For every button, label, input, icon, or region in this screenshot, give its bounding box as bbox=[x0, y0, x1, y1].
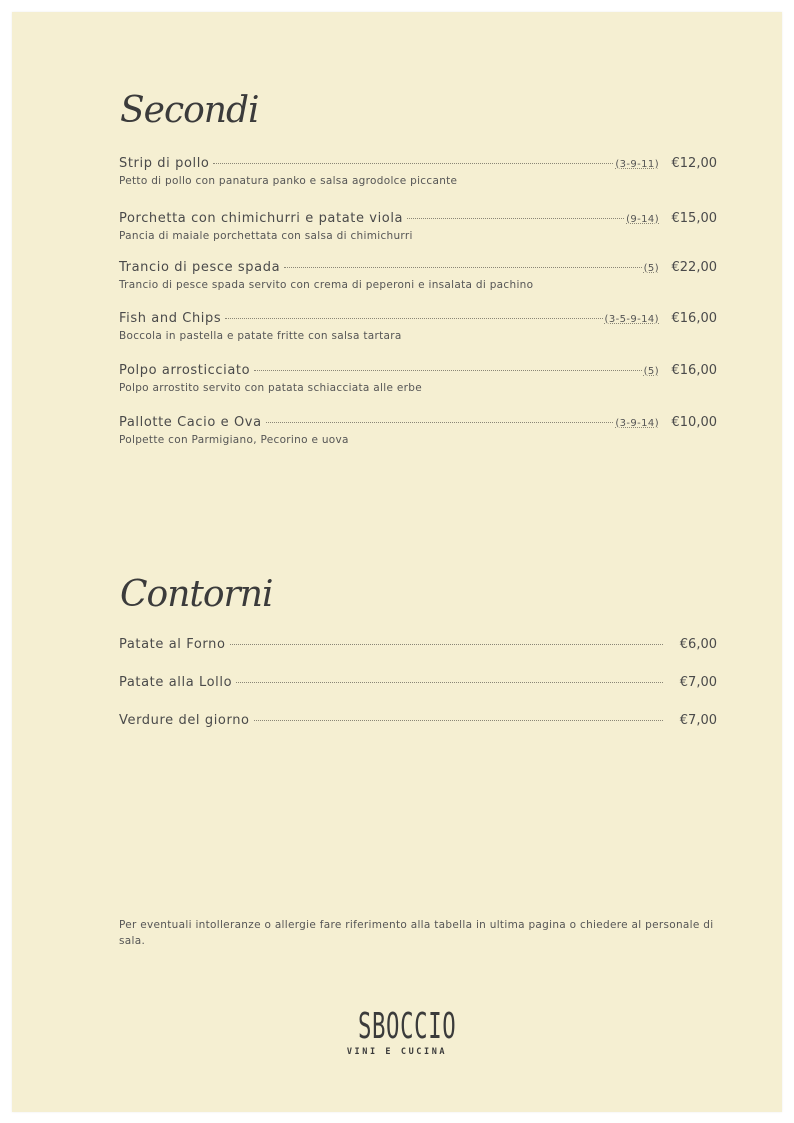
item-allergens: (3-9-11) bbox=[615, 159, 659, 170]
section-title-contorni: Contorni bbox=[120, 574, 273, 615]
dot-leader bbox=[284, 267, 641, 268]
item-price: €16,00 bbox=[671, 363, 717, 378]
dot-leader bbox=[254, 720, 663, 721]
menu-item bbox=[119, 637, 717, 655]
menu-item bbox=[119, 156, 717, 187]
item-description: Boccola in pastella e patate fritte con salsa tartara bbox=[119, 330, 402, 342]
item-name: Trancio di pesce spada bbox=[119, 260, 281, 275]
item-allergens: (5) bbox=[643, 366, 659, 377]
menu-item bbox=[119, 311, 717, 342]
item-name: Strip di pollo bbox=[119, 156, 210, 171]
item-price: €10,00 bbox=[671, 415, 717, 430]
item-price: €12,00 bbox=[671, 156, 717, 171]
dot-leader bbox=[266, 422, 614, 423]
item-allergens: (5) bbox=[643, 263, 659, 274]
menu-item bbox=[119, 363, 717, 394]
item-price: €6,00 bbox=[679, 637, 717, 652]
item-description: Polpo arrostito servito con patata schiacciata alle erbe bbox=[119, 382, 422, 394]
item-name: Polpo arrosticciato bbox=[119, 363, 251, 378]
allergy-note: Per eventuali intolleranze o allergie fare riferimento alla tabella in ultima pagina o chiedere al personale di sala. bbox=[119, 919, 714, 947]
dot-leader bbox=[230, 644, 664, 645]
item-description: Polpette con Parmigiano, Pecorino e uova bbox=[119, 434, 349, 446]
item-description: Trancio di pesce spada servito con crema di peperoni e insalata di pachino bbox=[119, 279, 534, 291]
menu-item bbox=[119, 260, 717, 291]
menu-item bbox=[119, 675, 717, 693]
item-name: Patate al Forno bbox=[119, 637, 226, 652]
item-name: Fish and Chips bbox=[119, 311, 222, 326]
item-name: Porchetta con chimichurri e patate viola bbox=[119, 211, 404, 226]
item-price: €7,00 bbox=[679, 713, 717, 728]
item-allergens: (9-14) bbox=[626, 214, 659, 225]
dot-leader bbox=[213, 163, 613, 164]
menu-item bbox=[119, 415, 717, 446]
item-name: Pallotte Cacio e Ova bbox=[119, 415, 262, 430]
brand-logo bbox=[334, 1007, 460, 1057]
dot-leader bbox=[225, 318, 602, 319]
item-price: €16,00 bbox=[671, 311, 717, 326]
item-price: €7,00 bbox=[679, 675, 717, 690]
item-name: Patate alla Lollo bbox=[119, 675, 233, 690]
item-price: €22,00 bbox=[671, 260, 717, 275]
item-price: €15,00 bbox=[671, 211, 717, 226]
item-description: Petto di pollo con panatura panko e salsa agrodolce piccante bbox=[119, 175, 458, 187]
item-name: Verdure del giorno bbox=[119, 713, 250, 728]
dot-leader bbox=[236, 682, 663, 683]
menu-item bbox=[119, 211, 717, 242]
item-allergens: (3-9-14) bbox=[615, 418, 659, 429]
dot-leader bbox=[407, 218, 624, 219]
logo-tagline: VINI E CUCINA bbox=[346, 1047, 448, 1057]
logo-name: SBOCCIO bbox=[357, 1006, 457, 1047]
dot-leader bbox=[254, 370, 641, 371]
section-title-secondi: Secondi bbox=[120, 90, 259, 131]
menu-item bbox=[119, 713, 717, 731]
item-description: Pancia di maiale porchettata con salsa di chimichurri bbox=[119, 230, 413, 242]
menu-page bbox=[12, 12, 782, 1112]
item-allergens: (3-5-9-14) bbox=[604, 314, 659, 325]
